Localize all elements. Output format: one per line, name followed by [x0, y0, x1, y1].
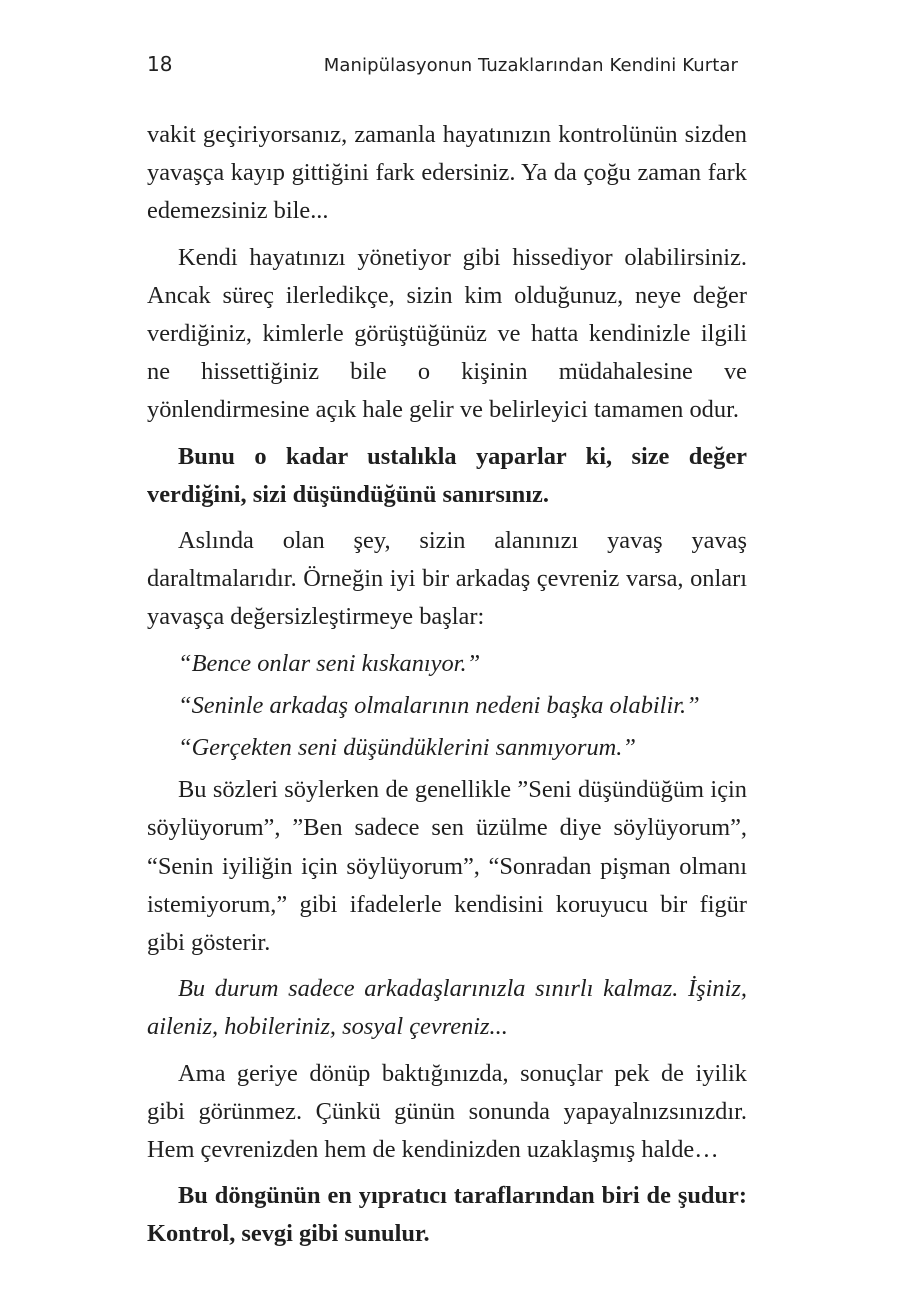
paragraph: Kendi hayatınızı yönetiyor gibi hissediyor olabilirsiniz. Ancak süreç ilerledikçe, sizin kim olduğunuz, neye değer verdiğiniz, kimlerle görüştüğünüz ve hatta kendinizle ilgili ne hissettiğiniz bile o kişinin müdahalesine ve yönlendirmesine açık hale gelir ve belirleyici tamamen odur.	[147, 243, 747, 424]
body-text	[147, 116, 747, 1262]
quote-line: “Bence onlar seni kıskanıyor.”	[178, 649, 481, 677]
paragraph-continuation: vakit geçiriyorsanız, zamanla hayatınızın kontrolünün sizden yavaşça kayıp gittiğini fark edersiniz. Ya da çoğu zaman fark edemezsiniz bile...	[147, 121, 747, 225]
running-title: Manipülasyonun Tuzaklarından Kendini Kurtar	[323, 55, 738, 76]
paragraph: Aslında olan şey, sizin alanınızı yavaş yavaş daraltmalarıdır. Örneğin iyi bir arkadaş çevreniz varsa, onları yavaşça değersizleştirmeye başlar:	[147, 527, 747, 631]
quote-line: “Gerçekten seni düşündüklerini sanmıyorum.”	[178, 734, 636, 762]
page-number: 18	[147, 52, 173, 76]
italic-paragraph: Bu durum sadece arkadaşlarınızla sınırlı kalmaz. İşiniz, aileniz, hobileriniz, sosyal çevreniz...	[147, 975, 747, 1041]
quote-line: “Seninle arkadaş olmalarının nedeni başka olabilir.”	[178, 691, 700, 719]
page-header	[147, 52, 738, 82]
paragraph: Ama geriye dönüp baktığınızda, sonuçlar pek de iyilik gibi görünmez. Çünkü günün sonunda yapayalnızsınızdır. Hem çevrenizden hem de kendinizden uzaklaşmış halde…	[147, 1059, 747, 1164]
bold-paragraph: Bunu o kadar ustalıkla yaparlar ki, size değer verdiğini, sizi düşündüğünü sanırsınız.	[147, 442, 747, 508]
paragraph: Bu sözleri söylerken de genellikle ”Seni düşündüğüm için söylüyorum”, ”Ben sadece sen üzülme diye söylüyorum”, “Senin iyiliğin için söylüyorum”, “Sonradan pişman olmanı istemiyorum,” gibi ifadelerle kendisini koruyucu bir figür gibi gösterir.	[147, 776, 747, 957]
bold-paragraph: Bu döngünün en yıpratıcı taraflarından biri de şudur: Kontrol, sevgi gibi sunulur.	[147, 1182, 747, 1248]
